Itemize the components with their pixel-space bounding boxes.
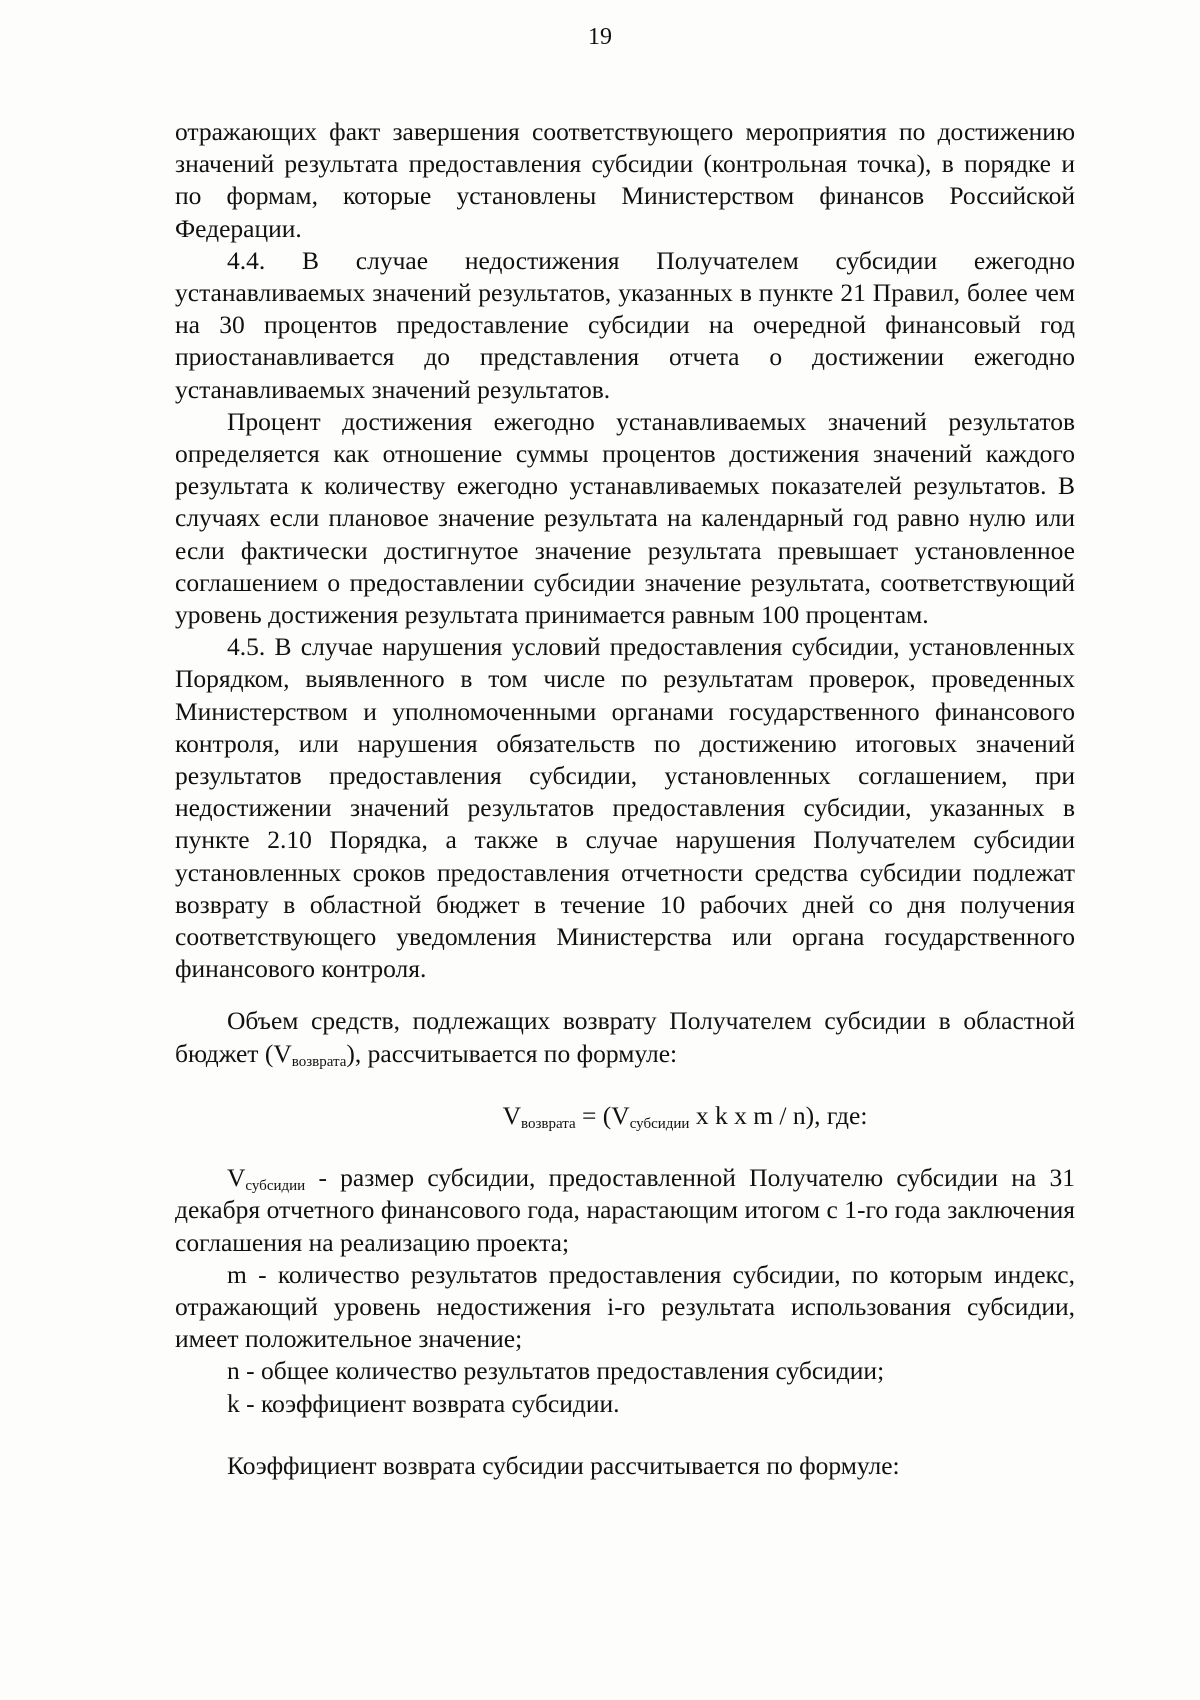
refund-formula xyxy=(175,1100,1075,1132)
paragraph-4-5: 4.5. В случае нарушения условий предоставления субсидии, установленных Порядком, выявленного в том числе по результатам проверок, проведенных Министерством и уполномоченными органами государственного финансового контроля, или нарушения обязательств по достижению итоговых значений результатов предоставления субсидии, установленных соглашением, при недостижении значений результатов предоставления субсидии, указанных в пункте 2.10 Порядка, а также в случае нарушения Получателем субсидии установленных сроков предоставления отчетности средства субсидии подлежат возврату в областной бюджет в течение 10 рабочих дней со дня получения соответствующего уведомления Министерства или органа государственного финансового контроля. xyxy=(175,632,1075,984)
definition-m: m - количество результатов предоставления субсидии, по которым индекс, отражающий уровень недостижения i-го результата использования субсидии, имеет положительное значение; xyxy=(175,1259,1075,1354)
definition-v-text: - размер субсидии, предоставленной Получателю субсидии на 31 декабря отчетного финансового года, нарастающим итогом с 1-го года заключения соглашения на реализацию проекта; xyxy=(175,1163,1075,1257)
page-number: 19 xyxy=(588,24,612,50)
definition-n: n - общее количество результатов предоставления субсидии; xyxy=(227,1356,885,1386)
formula-rest: x k x m / n), где: xyxy=(689,1100,868,1130)
formula-equals: = (V xyxy=(575,1100,630,1130)
paragraph-coefficient: Коэффициент возврата субсидии рассчитывается по формуле: xyxy=(227,1450,900,1480)
paragraph-continuation: отражающих факт завершения соответствующего мероприятия по достижению значений результата предоставления субсидии (контрольная точка), в порядке и по формам, которые установлены Министерством финансов Российской Федерации. xyxy=(175,117,1075,243)
paragraph-4-4: 4.4. В случае недостижения Получателем субсидии ежегодно устанавливаемых значений результатов, указанных в пункте 21 Правил, более чем на 30 процентов предоставление субсидии на очередной финансовый год приостанавливается до представления отчета о достижении ежегодно устанавливаемых значений результатов. xyxy=(175,245,1075,404)
refund-volume-subscript: возврата xyxy=(291,1053,347,1070)
definition-v-symbol: V xyxy=(227,1163,246,1193)
formula-lhs-symbol: V xyxy=(502,1100,521,1130)
paragraph-achievement-percent: Процент достижения ежегодно устанавливаемых значений результатов определяется как отношение суммы процентов достижения значений каждого результата к количеству ежегодно устанавливаемых показателей результатов. В случаях если плановое значение результата на календарный год равно нулю или если фактически достигнутое значение результата превышает установленное соглашением о предоставлении субсидии значение результата, соответствующий уровень достижения результата принимается равным 100 процентам. xyxy=(175,406,1075,630)
document-body xyxy=(175,116,1075,1482)
definition-v-subsidy xyxy=(175,1162,1075,1259)
refund-volume-text-start: Объем средств, подлежащих возврату Получателем субсидии в областной бюджет (V xyxy=(175,1006,1075,1068)
paragraph-refund-volume xyxy=(175,1005,1075,1069)
refund-volume-text-end: ), рассчитывается по формуле: xyxy=(346,1038,678,1068)
definition-k: k - коэффициент возврата субсидии. xyxy=(227,1388,620,1418)
definition-v-subscript: субсидии xyxy=(245,1178,306,1195)
formula-rhs-subscript: субсидии xyxy=(629,1115,690,1132)
formula-lhs-subscript: возврата xyxy=(520,1115,576,1132)
